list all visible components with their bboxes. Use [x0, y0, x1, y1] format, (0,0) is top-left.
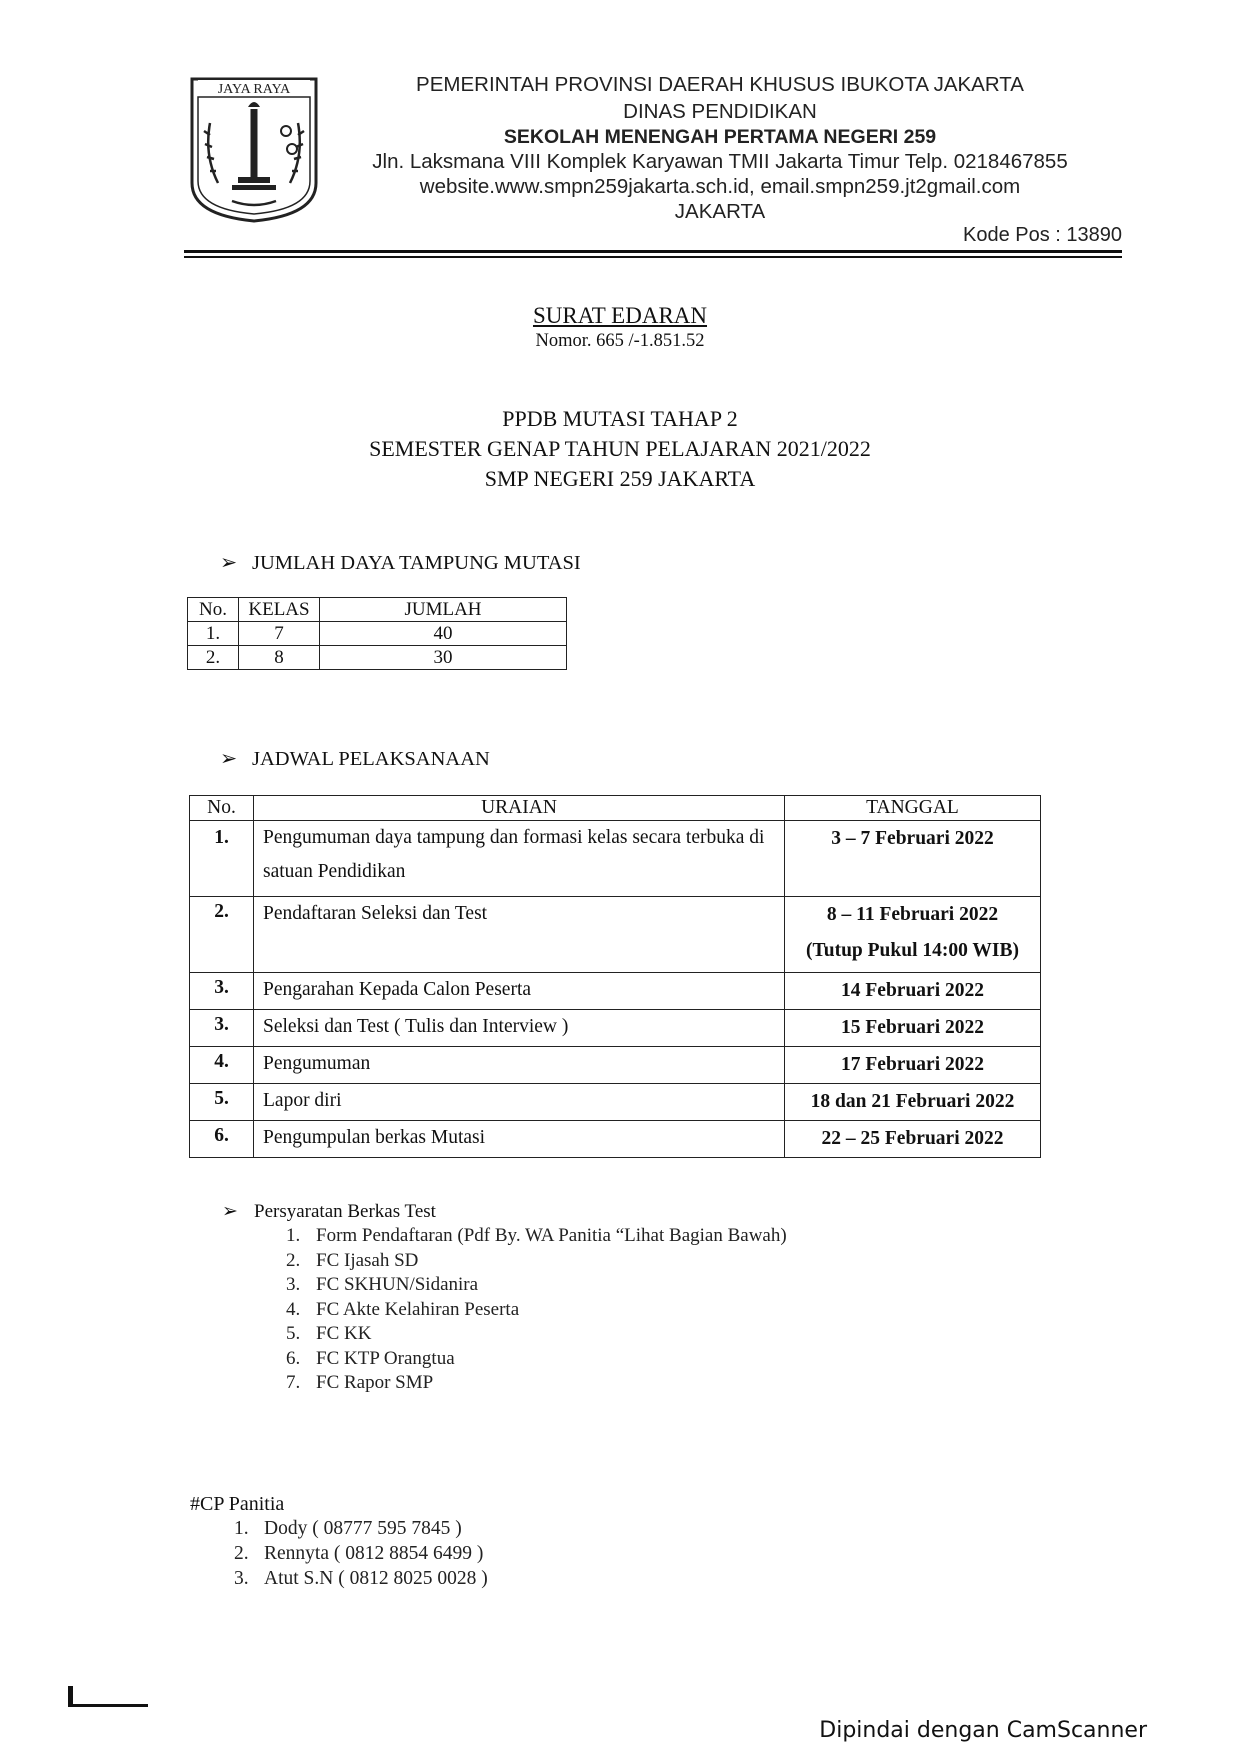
cell-no: 1.: [190, 821, 254, 897]
list-item-text: Atut S.N ( 0812 8025 0028 ): [264, 1568, 488, 1589]
cell-uraian: Lapor diri: [254, 1084, 785, 1121]
arrow-bullet-icon: ➢: [220, 552, 238, 574]
cell-tanggal: 3 – 7 Februari 2022: [785, 821, 1041, 897]
contact-list: [234, 1518, 488, 1593]
table-row: [190, 1084, 1041, 1121]
table-header-row: [190, 796, 1041, 821]
cell-uraian: Pengumpulan berkas Mutasi: [254, 1121, 785, 1158]
scan-edge-mark: [68, 1704, 148, 1707]
list-item: [286, 1323, 787, 1348]
capacity-heading-text: JUMLAH DAYA TAMPUNG MUTASI: [252, 552, 581, 574]
schedule-table: [189, 795, 1041, 1158]
cell-no: 4.: [190, 1047, 254, 1084]
schedule-heading-text: JADWAL PELAKSANAAN: [252, 748, 490, 770]
cell-jumlah: 30: [320, 646, 567, 670]
subject-line-3: SMP NEGERI 259 JAKARTA: [484, 466, 756, 491]
cell-no: 3.: [190, 973, 254, 1010]
document-number: Nomor. 665 /-1.851.52: [535, 331, 705, 351]
table-header-row: [188, 598, 567, 622]
letterhead-address: Jln. Laksmana VIII Komplek Karyawan TMII Jakarta Timur Telp. 0218467855: [372, 150, 1068, 173]
cell-uraian: Pengumuman: [254, 1047, 785, 1084]
camscanner-watermark: Dipindai dengan CamScanner: [819, 1718, 1147, 1743]
cell-tanggal: [785, 897, 1041, 973]
cell-no: 2.: [188, 646, 239, 670]
column-header-jumlah: JUMLAH: [320, 598, 567, 622]
list-item-text: FC Akte Kelahiran Peserta: [316, 1298, 520, 1320]
list-item-number: 5.: [286, 1323, 301, 1344]
cell-uraian: Pendaftaran Seleksi dan Test: [254, 897, 785, 973]
table-row: [190, 1047, 1041, 1084]
table-row: [188, 622, 567, 646]
jaya-raya-logo: [188, 75, 320, 223]
logo-text: JAYA RAYA: [217, 82, 291, 97]
list-item-number: 3.: [286, 1274, 301, 1295]
scan-edge-mark: [68, 1686, 73, 1706]
list-item-number: 6.: [286, 1347, 301, 1369]
table-row: [190, 821, 1041, 897]
column-header-no: No.: [190, 796, 254, 821]
requirements-list: [286, 1225, 787, 1397]
cell-no: 2.: [190, 897, 254, 973]
arrow-bullet-icon: ➢: [222, 1201, 238, 1222]
letterhead-website: website.www.smpn259jakarta.sch.id, email.smpn259.jt2gmail.com: [419, 175, 1021, 198]
schedule-section-heading: [220, 746, 490, 771]
cell-tanggal: 15 Februari 2022: [785, 1010, 1041, 1047]
cell-no: 1.: [188, 622, 239, 646]
table-row: [190, 897, 1041, 973]
list-item-number: 4.: [286, 1298, 301, 1320]
list-item-text: Rennyta ( 0812 8854 6499 ): [264, 1543, 484, 1564]
cell-no: 5.: [190, 1084, 254, 1121]
letterhead-postal-code: Kode Pos : 13890: [962, 224, 1122, 246]
list-item: [286, 1372, 787, 1397]
date-range: 8 – 11 Februari 2022: [826, 904, 999, 925]
list-item: [234, 1568, 488, 1593]
list-item-text: FC KK: [316, 1323, 372, 1344]
list-item: [286, 1274, 787, 1299]
letterhead-government: PEMERINTAH PROVINSI DAERAH KHUSUS IBUKOTA JAKARTA: [416, 73, 1024, 96]
list-item-text: Dody ( 08777 595 7845 ): [264, 1518, 462, 1539]
document-title: SURAT EDARAN: [532, 303, 708, 328]
arrow-bullet-icon: ➢: [220, 748, 238, 770]
list-item: [286, 1250, 787, 1275]
list-item-text: FC Rapor SMP: [316, 1372, 434, 1393]
cell-kelas: 7: [239, 622, 320, 646]
cell-tanggal: 22 – 25 Februari 2022: [785, 1121, 1041, 1158]
column-header-kelas: KELAS: [239, 598, 320, 622]
capacity-section-heading: [220, 550, 581, 575]
list-item: [286, 1299, 787, 1324]
list-item-text: FC KTP Orangtua: [316, 1347, 455, 1369]
column-header-uraian: URAIAN: [254, 796, 785, 821]
cell-tanggal: 14 Februari 2022: [785, 973, 1041, 1010]
table-row: [188, 646, 567, 670]
list-item-text: FC Ijasah SD: [316, 1249, 419, 1271]
letterhead-school-name: SEKOLAH MENENGAH PERTAMA NEGERI 259: [503, 126, 937, 148]
cell-uraian: Seleksi dan Test ( Tulis dan Interview ): [254, 1010, 785, 1047]
cell-tanggal: 18 dan 21 Februari 2022: [785, 1084, 1041, 1121]
cell-jumlah: 40: [320, 622, 567, 646]
capacity-table: [187, 597, 567, 670]
letterhead-city: JAKARTA: [674, 200, 766, 223]
cell-kelas: 8: [239, 646, 320, 670]
letterhead-rule-thin: [184, 256, 1122, 258]
list-item: [286, 1348, 787, 1373]
letterhead-department: DINAS PENDIDIKAN: [623, 100, 817, 123]
requirements-section-heading: [222, 1200, 436, 1223]
contact-heading: #CP Panitia: [190, 1493, 285, 1515]
list-item-text: Form Pendaftaran (Pdf By. WA Panitia “Lihat Bagian Bawah): [316, 1225, 787, 1246]
table-row: [190, 1010, 1041, 1047]
cell-uraian: Pengarahan Kepada Calon Peserta: [254, 973, 785, 1010]
list-item-number: 2.: [286, 1249, 301, 1271]
list-item-number: 2.: [234, 1543, 249, 1564]
requirements-heading-text: Persyaratan Berkas Test: [254, 1201, 436, 1222]
list-item-number: 1.: [234, 1518, 249, 1539]
cell-tanggal: 17 Februari 2022: [785, 1047, 1041, 1084]
subject-line-2: SEMESTER GENAP TAHUN PELAJARAN 2021/2022: [369, 436, 871, 461]
column-header-no: No.: [188, 598, 239, 622]
list-item-number: 1.: [286, 1225, 301, 1246]
list-item: [286, 1225, 787, 1250]
list-item-text: FC SKHUN/Sidanira: [316, 1274, 479, 1295]
cell-no: 3.: [190, 1010, 254, 1047]
list-item-number: 7.: [286, 1372, 301, 1393]
column-header-tanggal: TANGGAL: [785, 796, 1041, 821]
list-item: [234, 1543, 488, 1568]
table-row: [190, 1121, 1041, 1158]
list-item: [234, 1518, 488, 1543]
subject-line-1: PPDB MUTASI TAHAP 2: [502, 406, 738, 431]
cell-uraian: Pengumuman daya tampung dan formasi kelas secara terbuka di satuan Pendidikan: [254, 821, 785, 897]
list-item-number: 3.: [234, 1568, 249, 1589]
logo-emblem: [188, 75, 320, 223]
cell-no: 6.: [190, 1121, 254, 1158]
table-row: [190, 973, 1041, 1010]
date-note: (Tutup Pukul 14:00 WIB): [806, 940, 1019, 961]
letterhead-rule-thick: [184, 250, 1122, 253]
